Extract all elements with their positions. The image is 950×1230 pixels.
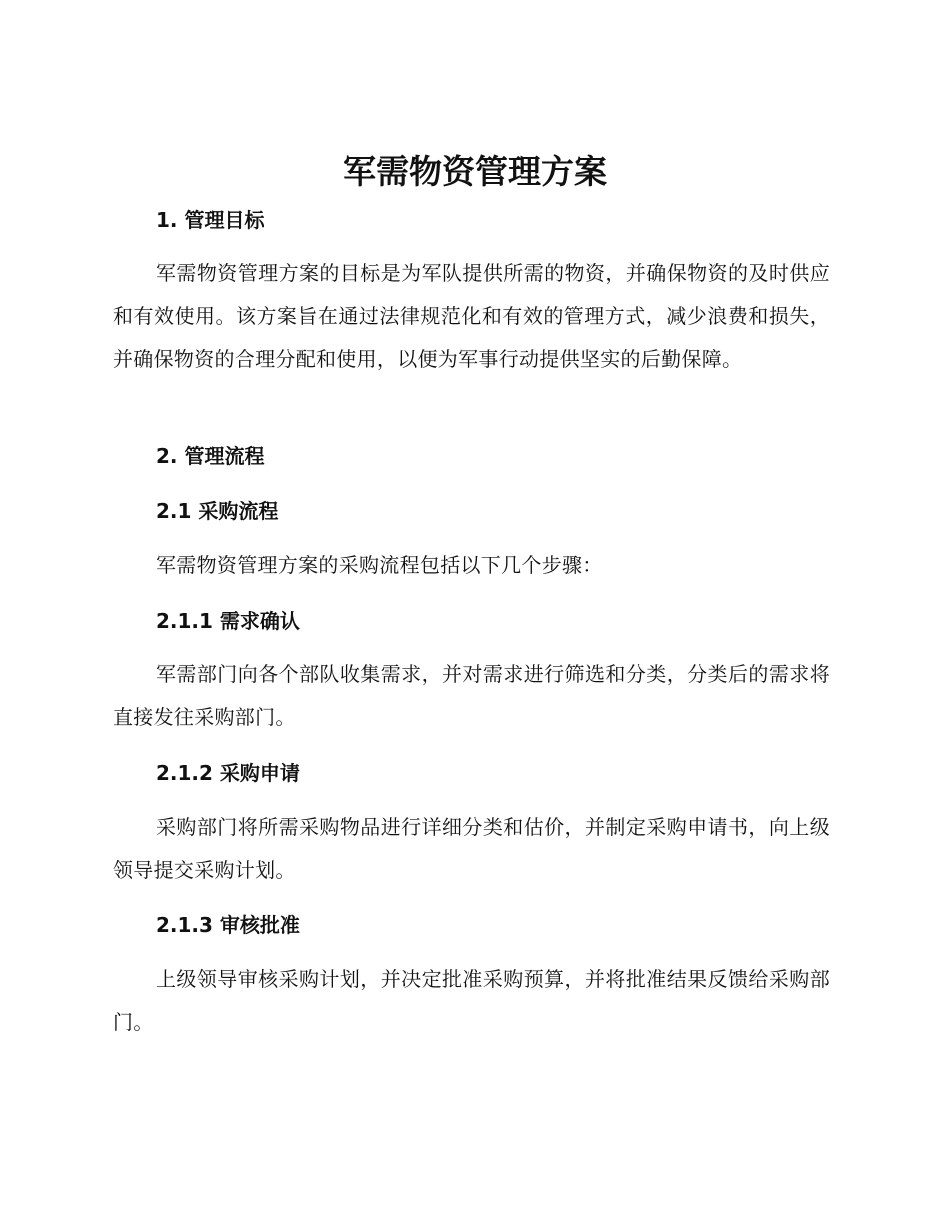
section-heading-demand-confirmation: 2.1.1 需求确认 (156, 609, 300, 633)
paragraph-management-goal: 军需物资管理方案的目标是为军队提供所需的物资，并确保物资的及时供应和有效使用。该方案旨在通过法律规范化和有效的管理方式，减少浪费和损失，并确保物资的合理分配和使用，以便为军事行动提供坚实的后勤保障。 (113, 261, 830, 371)
section-heading-management-process: 2. 管理流程 (156, 444, 265, 468)
document-title: 军需物资管理方案 (343, 152, 607, 191)
section-heading-procurement-process: 2.1 采购流程 (156, 499, 279, 523)
paragraph-procurement-application: 采购部门将所需采购物品进行详细分类和估价，并制定采购申请书，向上级领导提交采购计划。 (113, 815, 830, 882)
section-heading-management-goal: 1. 管理目标 (156, 208, 265, 232)
paragraph-demand-confirmation: 军需部门向各个部队收集需求，并对需求进行筛选和分类，分类后的需求将直接发往采购部门。 (113, 662, 830, 729)
paragraph-procurement-process: 军需物资管理方案的采购流程包括以下几个步骤： (156, 553, 603, 577)
paragraph-review-approval: 上级领导审核采购计划，并决定批准采购预算，并将批准结果反馈给采购部门。 (113, 967, 830, 1034)
section-heading-review-approval: 2.1.3 审核批准 (156, 913, 300, 937)
section-heading-procurement-application: 2.1.2 采购申请 (156, 761, 300, 785)
